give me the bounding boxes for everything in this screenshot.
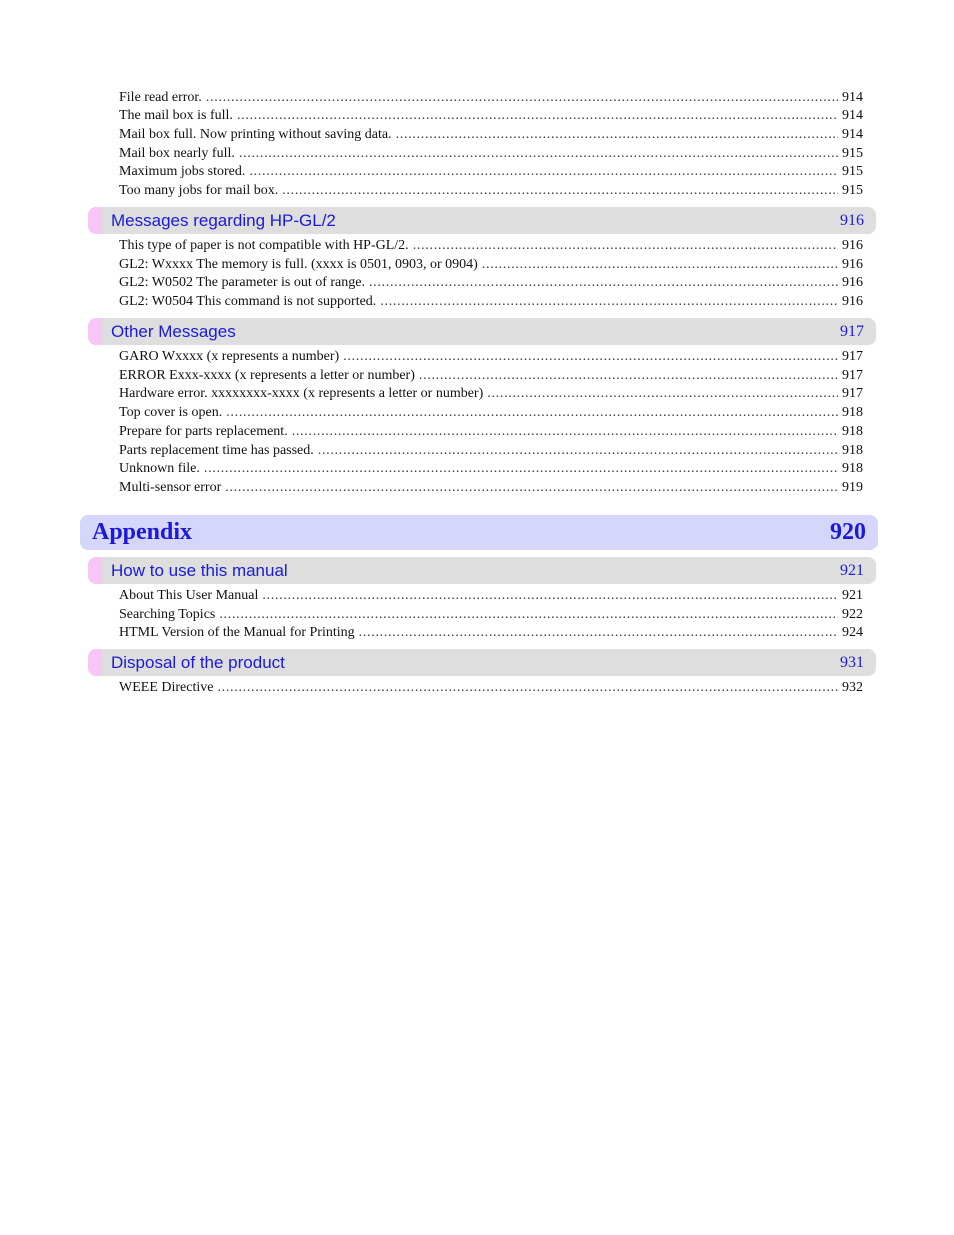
toc-entry-title: ERROR Exxx-xxxx (x represents a letter or number) [119, 368, 415, 383]
toc-entry-page: 916 [842, 294, 863, 309]
dot-leader [237, 106, 838, 125]
dot-leader [343, 347, 838, 366]
section-page[interactable]: 921 [840, 562, 864, 579]
toc-entry[interactable] [119, 273, 863, 292]
toc-entry-title: GL2: W0504 This command is not supported. [119, 294, 377, 309]
toc-entry-title: Top cover is open. [119, 405, 223, 420]
toc-entry-title: The mail box is full. [119, 108, 233, 123]
dot-leader [249, 162, 838, 181]
toc-entry[interactable] [119, 623, 863, 642]
toc-entry-page: 924 [842, 625, 863, 640]
toc-entry-page: 914 [842, 127, 863, 142]
toc-entry-page: 917 [842, 368, 863, 383]
dot-leader [292, 422, 838, 441]
section-header-disposal[interactable] [88, 649, 876, 676]
toc-entry-page: 918 [842, 443, 863, 458]
toc-entry-title: Maximum jobs stored. [119, 164, 246, 179]
dot-leader [225, 478, 838, 497]
section-title[interactable]: Other Messages [111, 322, 236, 341]
toc-entry-title: About This User Manual [119, 588, 259, 603]
toc-entry-page: 916 [842, 275, 863, 290]
toc-entry-page: 918 [842, 405, 863, 420]
section-page[interactable]: 917 [840, 323, 864, 340]
dot-leader [226, 403, 838, 422]
toc-entry-page: 918 [842, 461, 863, 476]
toc-entry-page: 932 [842, 680, 863, 695]
section-title[interactable]: How to use this manual [111, 561, 288, 580]
toc-entry[interactable] [119, 236, 863, 255]
toc-entry[interactable] [119, 292, 863, 311]
toc-entry-title: Mail box nearly full. [119, 146, 235, 161]
toc-entry-title: Hardware error. xxxxxxxx-xxxx (x represents a letter or number) [119, 386, 484, 401]
dot-leader [396, 125, 838, 144]
section-header-hpgl[interactable] [88, 207, 876, 234]
section-title[interactable]: Messages regarding HP-GL/2 [111, 211, 336, 230]
dot-leader [219, 605, 838, 624]
toc-entry[interactable] [119, 605, 863, 624]
toc-entry[interactable] [119, 459, 863, 478]
toc-entry-title: This type of paper is not compatible with HP-GL/2. [119, 238, 409, 253]
dot-leader [318, 441, 838, 460]
toc-entry[interactable] [119, 422, 863, 441]
section-header-how-to-use[interactable] [88, 557, 876, 584]
toc-entry-page: 915 [842, 164, 863, 179]
dot-leader [380, 292, 838, 311]
dot-leader [239, 144, 838, 163]
toc-entry-title: Searching Topics [119, 607, 216, 622]
dot-leader [369, 273, 838, 292]
toc-entry-title: GARO Wxxxx (x represents a number) [119, 349, 340, 364]
dot-leader [262, 586, 838, 605]
dot-leader [359, 623, 838, 642]
toc-entry-title: HTML Version of the Manual for Printing [119, 625, 355, 640]
toc-entry-title: Mail box full. Now printing without saving data. [119, 127, 392, 142]
toc-entry-title: GL2: Wxxxx The memory is full. (xxxx is 0501, 0903, or 0904) [119, 257, 478, 272]
section-title[interactable]: Disposal of the product [111, 653, 285, 672]
section-header-other-messages[interactable] [88, 318, 876, 345]
chapter-header-appendix[interactable] [80, 515, 878, 550]
toc-entry[interactable] [119, 255, 863, 274]
toc-entry[interactable] [119, 162, 863, 181]
toc-entry-page: 918 [842, 424, 863, 439]
toc-entry[interactable] [119, 106, 863, 125]
chapter-title[interactable]: Appendix [92, 519, 193, 545]
toc-entry-title: Multi-sensor error [119, 480, 222, 495]
toc-entry-title: GL2: W0502 The parameter is out of range. [119, 275, 365, 290]
toc-entry[interactable] [119, 586, 863, 605]
toc-entry-page: 916 [842, 257, 863, 272]
dot-leader [413, 236, 838, 255]
toc-entry[interactable] [119, 181, 863, 200]
section-page[interactable]: 931 [840, 654, 864, 671]
toc-entry-title: File read error. [119, 90, 202, 105]
toc-entry-page: 915 [842, 146, 863, 161]
section-page[interactable]: 916 [840, 212, 864, 229]
toc-entry[interactable] [119, 441, 863, 460]
toc-entry-page: 916 [842, 238, 863, 253]
chapter-page[interactable]: 920 [830, 519, 866, 545]
dot-leader [487, 384, 838, 403]
toc-entry-title: Parts replacement time has passed. [119, 443, 314, 458]
toc-entry[interactable] [119, 384, 863, 403]
toc-entry[interactable] [119, 403, 863, 422]
toc-entry[interactable] [119, 125, 863, 144]
toc-entry[interactable] [119, 366, 863, 385]
toc-entry[interactable] [119, 678, 863, 697]
toc-entry-title: Prepare for parts replacement. [119, 424, 288, 439]
toc-entry-page: 922 [842, 607, 863, 622]
section-tab-marker [88, 649, 102, 676]
dot-leader [419, 366, 838, 385]
toc-entry-title: Too many jobs for mail box. [119, 183, 279, 198]
toc-entry[interactable] [119, 88, 863, 107]
dot-leader [217, 678, 838, 697]
section-tab-marker [88, 207, 102, 234]
toc-entry[interactable] [119, 347, 863, 366]
toc-entry-page: 919 [842, 480, 863, 495]
dot-leader [282, 181, 838, 200]
toc-entry[interactable] [119, 144, 863, 163]
toc-entry-page: 914 [842, 90, 863, 105]
dot-leader [204, 459, 838, 478]
toc-entry-page: 914 [842, 108, 863, 123]
toc-entry-page: 921 [842, 588, 863, 603]
section-tab-marker [88, 557, 102, 584]
toc-entry[interactable] [119, 478, 863, 497]
toc-entry-page: 915 [842, 183, 863, 198]
toc-entry-page: 917 [842, 386, 863, 401]
dot-leader [206, 88, 838, 107]
toc-entry-title: Unknown file. [119, 461, 200, 476]
toc-entry-title: WEEE Directive [119, 680, 214, 695]
section-tab-marker [88, 318, 102, 345]
dot-leader [482, 255, 838, 274]
toc-entry-page: 917 [842, 349, 863, 364]
